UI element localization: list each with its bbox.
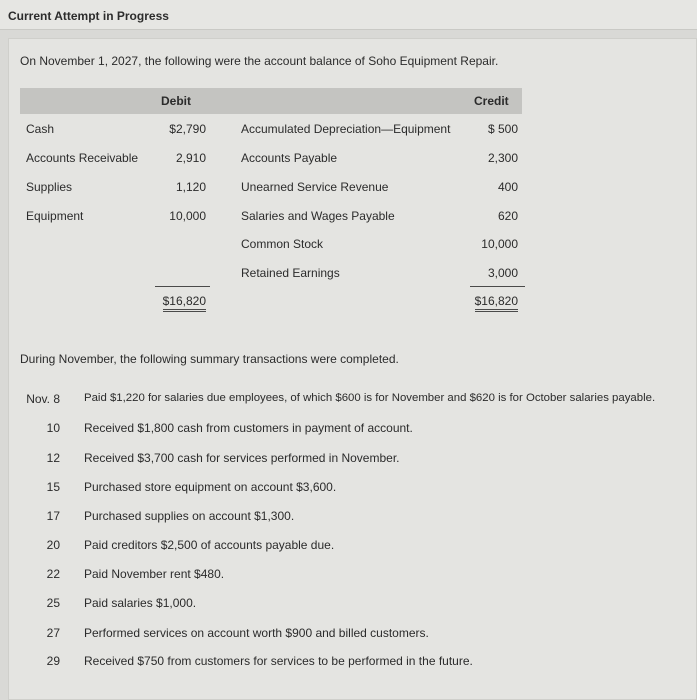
- debit-amount: 10,000: [169, 209, 206, 223]
- debit-account: Supplies: [26, 180, 73, 194]
- transaction-date: 22: [46, 567, 60, 581]
- debit-amount: 1,120: [175, 180, 206, 194]
- credit-amount: 620: [497, 209, 518, 223]
- transaction-date: 25: [46, 596, 60, 610]
- transaction-date: 17: [46, 509, 60, 523]
- credit-amount: 400: [497, 180, 518, 194]
- transaction-date: 20: [46, 538, 60, 552]
- transactions-intro: During November, the following summary transactions were completed.: [20, 352, 399, 366]
- transaction-date: 12: [46, 451, 60, 465]
- transaction-text: Received $3,700 cash for services performed in November.: [84, 451, 400, 465]
- transaction-text: Purchased store equipment on account $3,600.: [84, 480, 337, 494]
- transaction-text: Paid $1,220 for salaries due employees, of which $600 is for November and $620 is for October salaries payable.: [84, 392, 656, 404]
- credit-total-value: $16,820: [475, 294, 518, 312]
- transaction-text: Received $750 from customers for services to be performed in the future.: [84, 654, 473, 668]
- credit-account: Accounts Payable: [241, 151, 338, 165]
- debit-account: Equipment: [26, 209, 84, 223]
- transaction-text: Purchased supplies on account $1,300.: [84, 509, 295, 523]
- credit-account: Retained Earnings: [241, 266, 340, 280]
- credit-account: Common Stock: [241, 237, 324, 251]
- debit-total-rule: [155, 286, 210, 287]
- debit-total: [140, 294, 206, 312]
- transaction-date: 29: [46, 654, 60, 668]
- debit-account: Accounts Receivable: [26, 151, 139, 165]
- credit-amount: 3,000: [487, 266, 518, 280]
- transaction-text: Paid November rent $480.: [84, 567, 225, 581]
- table-header-band: [20, 88, 522, 114]
- debit-total-value: $16,820: [163, 294, 206, 312]
- page-title: Current Attempt in Progress: [8, 9, 169, 23]
- credit-account: Accumulated Depreciation—Equipment: [241, 122, 451, 136]
- transaction-text: Performed services on account worth $900 and billed customers.: [84, 626, 429, 640]
- transaction-text: Paid salaries $1,000.: [84, 596, 197, 610]
- debit-account: Cash: [26, 122, 55, 136]
- debit-amount: 2,910: [175, 151, 206, 165]
- credit-total-rule: [470, 286, 525, 287]
- transaction-date: 15: [46, 480, 60, 494]
- transaction-text: Paid creditors $2,500 of accounts payable due.: [84, 538, 335, 552]
- header-bar: [0, 0, 697, 30]
- credit-amount: 2,300: [487, 151, 518, 165]
- debit-header: Debit: [161, 94, 191, 108]
- credit-total: [452, 294, 518, 312]
- credit-account: Unearned Service Revenue: [241, 180, 389, 194]
- debit-amount: $2,790: [169, 122, 206, 136]
- credit-amount: 10,000: [481, 237, 518, 251]
- transaction-text: Received $1,800 cash from customers in payment of account.: [84, 421, 413, 435]
- credit-amount: $ 500: [487, 122, 518, 136]
- credit-account: Salaries and Wages Payable: [241, 209, 395, 223]
- intro-text: On November 1, 2027, the following were the account balance of Soho Equipment Repair.: [20, 54, 499, 68]
- transaction-date: 10: [46, 421, 60, 435]
- credit-header: Credit: [474, 94, 509, 108]
- transaction-date: Nov. 8: [26, 392, 60, 406]
- transaction-date: 27: [46, 626, 60, 640]
